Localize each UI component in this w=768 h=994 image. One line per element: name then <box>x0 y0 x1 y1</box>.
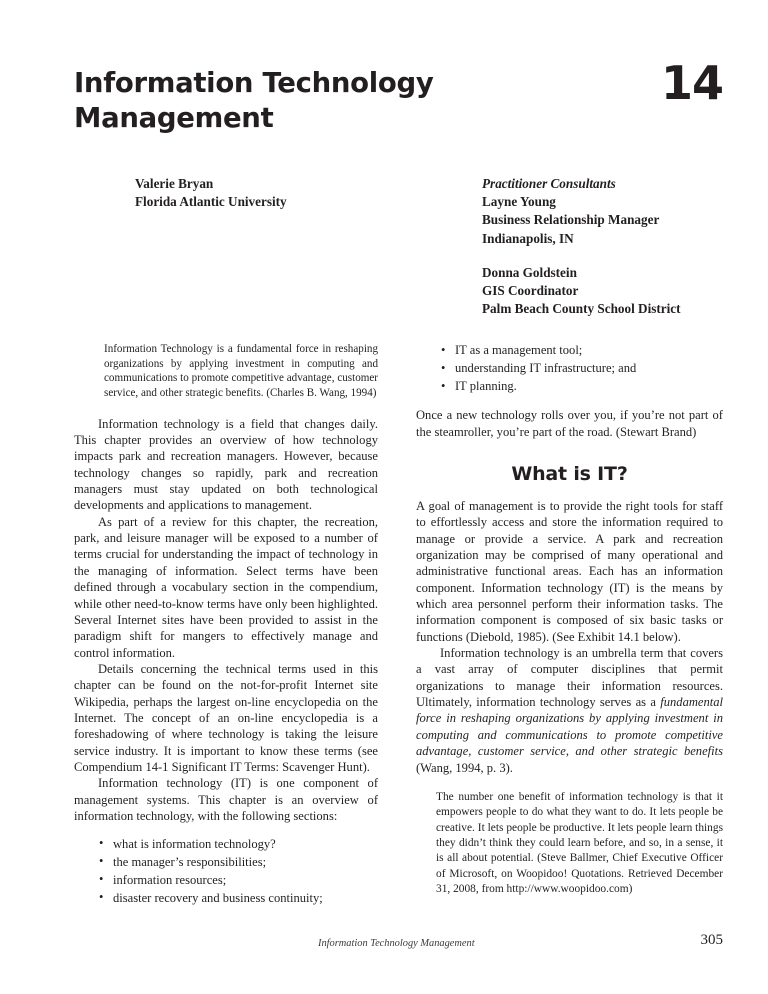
consultants-heading: Practitioner Consultants <box>482 176 616 191</box>
author-affiliation: Florida Atlantic University <box>135 194 287 210</box>
consultant-name: Donna Goldstein <box>482 264 577 280</box>
list-item: • IT as a management tool; <box>455 342 723 359</box>
author-name: Valerie Bryan <box>135 176 214 191</box>
consultant-name: Layne Young <box>482 194 556 210</box>
author-spacer <box>482 248 681 264</box>
body-column-right <box>416 342 723 897</box>
paragraph-italic-quote: fundamental force in reshaping organizations by applying investment in computing and communications to promote competitive advantage, customer service, and other strategic benefits <box>416 695 723 759</box>
consultant-title: Business Relationship Manager <box>482 212 660 228</box>
paragraph: Information technology is a field that changes daily. This chapter provides an overview of how technology impacts park and recreation managers. However, because technology changes so rapidly, park and recreation managers must stay updated on both technological developments and applications to management. <box>74 416 378 513</box>
author-block-consultants <box>482 175 681 319</box>
list-item: • what is information technology? <box>113 836 378 853</box>
list-item: • the manager’s responsibilities; <box>113 854 378 871</box>
sections-list-continued <box>416 342 723 395</box>
page-title: Information Technology Management <box>74 67 434 135</box>
quote-stewart-brand: Once a new technology rolls over you, if you’re not part of the steamroller, you’re part of the road. (Stewart Brand) <box>416 408 723 439</box>
paragraph-lead: Information technology is an umbrella term that covers a vast array of computer disciplines that permit organizations to manage their information resources. Ultimately, information technology serves as a <box>416 646 723 710</box>
epigraph-wang: Information Technology is a fundamental force in reshaping organizations by applying investment in computing and communications to promote competitive advantage, customer service, and other strategic benefits. (Charles B. Wang, 1994) <box>104 343 378 399</box>
body-column-left <box>74 342 378 908</box>
footer-running-title: Information Technology Management <box>318 938 475 949</box>
list-item: • IT planning. <box>455 378 723 395</box>
paragraph: Details concerning the technical terms used in this chapter can be found on the not-for-profit Internet site Wikipedia, perhaps the largest on-line encyclopedia on the Internet. The concept of an on-line encyclopedia is a foreshadowing of where technology is taking the leisure service industry. It is important to know these terms (see Compendium 14-1 Significant IT Terms: Scavenger Hunt). <box>74 661 378 775</box>
section-heading-what-is-it: What is IT? <box>511 463 628 486</box>
consultant-title: GIS Coordinator <box>482 283 579 299</box>
list-item: • information resources; <box>113 872 378 889</box>
spacer <box>74 401 378 416</box>
consultant-location: Indianapolis, IN <box>482 230 574 246</box>
author-block-primary <box>135 175 287 211</box>
list-item: • understanding IT infrastructure; and <box>455 360 723 377</box>
paragraph: As part of a review for this chapter, the recreation, park, and leisure manager will be exposed to a number of terms crucial for understanding the impact of technology in the managing of information. Select terms have been defined through a vocabulary section in the compendium, while other need-to-know terms have only been highlighted. Several Internet sites have been provided to assist in the paradigm shift for mangers to effectively manage and control information. <box>74 514 378 660</box>
paragraph-with-italic <box>416 645 723 776</box>
quote-steve-ballmer: The number one benefit of information technology is that it empowers people to do what they want to do. It lets people be creative. It lets people be productive. It lets people learn things they didn’t think they could learn before, and so, in a sense, it is all about potential. (Steve Ballmer, Chief Executive Officer of Microsoft, on Woopidoo! Quotations. Retrieved December 31, 2008, from http://www.woopidoo.com) <box>436 790 723 895</box>
list-item: • disaster recovery and business continuity; <box>113 890 378 907</box>
paragraph-citation: (Wang, 1994, p. 3). <box>416 760 513 775</box>
paragraph: A goal of management is to provide the right tools for staff to effortlessly access and store the information required to manage or provide a service. A park and recreation organization may be comprised of many operational and administrative functional areas. Each has an information component. Information technology (IT) is the means by which area personnel perform their information tasks. The information component is composed of six basic tasks or functions (Diebold, 1985). (See Exhibit 14.1 below). <box>416 498 723 644</box>
chapter-number: 14 <box>660 56 723 110</box>
paragraph: Information technology (IT) is one component of management systems. This chapter is an overview of information technology, with the following sections: <box>74 776 378 824</box>
consultant-location: Palm Beach County School District <box>482 301 681 317</box>
footer-page-number: 305 <box>700 932 723 948</box>
sections-list <box>74 836 378 907</box>
